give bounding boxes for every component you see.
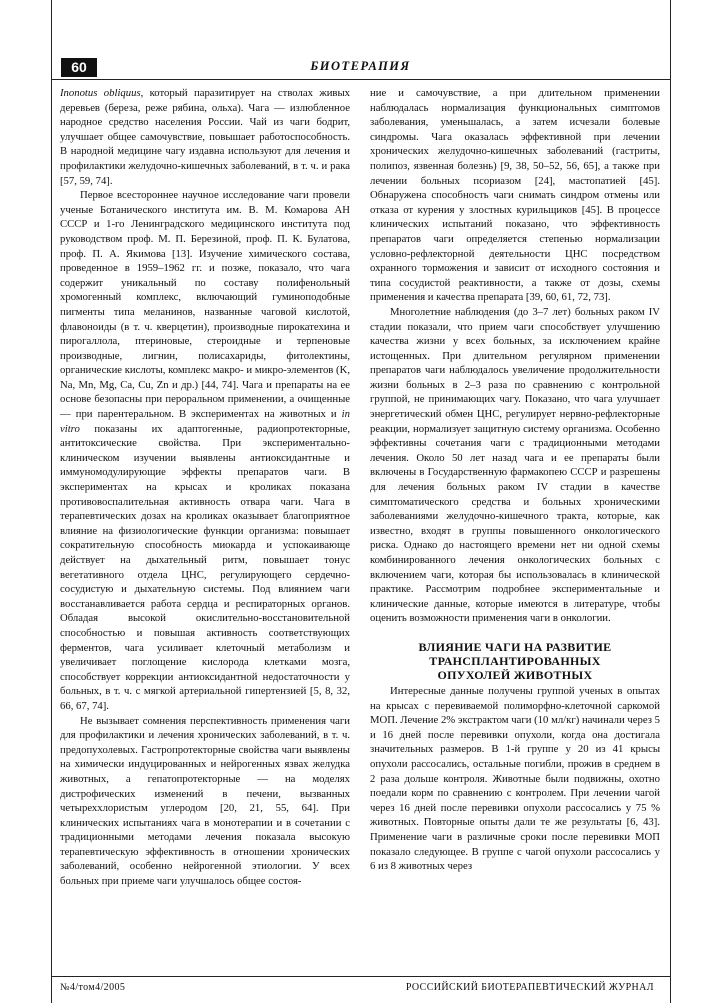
- page-number: 60: [61, 58, 97, 77]
- journal-section-title: БИОТЕРАПИЯ: [310, 59, 411, 73]
- paragraph: Интересные данные получены группой ученых в опытах на крысах с перевиваемой полиморфно-клеточной саркомой МОП. Лечение 2% экстрактом чаги (10 мл/кг) начинали через 5 и 16 дней после перевивки опухоли, когда она достигала значительных размеров. В 1-й группе у 20 из 41 крысы опухоли рассосались, остальные погибли, прожив в среднем в 2 раза дольше контроля. Животные были подвижны, охотно поедали корм по сравнению с контролем. При лечении чагой через 16 дней после перевивки опухоли рассосались у 75 % животных. Повторные опыты дали те же результаты [6, 43]. Применение чаги в различные сроки после перевивки МОП показало следующее. В группе с чагой опухоли рассосались у 6 из 8 животных через: [370, 684, 660, 873]
- paragraph: Первое всестороннее научное исследование чаги провели ученые Ботанического института им. В. М. Комарова АН СССР и 1-го Ленинградского медицинского института под руководством проф. М. П. Березиной, проф. П. К. Булатова, проф. П. А. Якимова [13]. Изучение химического состава, проведенное в 1959–1962 гг. и позже, показало, что чага содержит уникальный по составу полифенольный хромогенный комплекс, включающий гуминоподобные пигменты типа меланинов, названные чаговой кислотой, флавоноиды (в т. ч. кверцетин), производные пирокатехина и пирогаллола, птериновые, стероидные и терпеновые производные, лигнин, полисахариды, фитолектины, органические кислоты, комплекс макро- и микро-элементов (K, Na, Mn, Mg, Ca, Cu, Zn и др.) [44, 74]. Чага и препараты на ее основе безопасны при пероральном применении, а очищенные — при парентеральном. В экспериментах на животных и in vitro показаны их адаптогенные, радиопротекторные, антитоксические свойства. При экспериментально-клиническом изучении выявлены антиоксидантные и иммуномодулирующие эффекты препаратов чаги. В экспериментах на крысах и кроликах показана противовоспалительная активность отвара чаги. Чага в терапевтических дозах на кроликах оказывает благоприятное влияние на физиологические функции организма: повышает сократительную способность миокарда и успокаивающе действует на дыхательный ритм, повышает тонус вегетативного отдела ЦНС, регулирующего сердечно-сосудистую и дыхательную системы. Под влиянием чаги восстанавливается работа сердца и респираторных органов. Обладая высокой окислительно-восстановительной способностью и повышая активность соответствующих ферментов, чага усиливает клеточный метаболизм и увеличивает поглощение кислорода клетками мозга, способствует коррекции антиоксидантной недостаточности у больных, в т. ч. с мягкой артериальной гипертензией [5, 8, 32, 66, 67, 74].: [60, 189, 350, 712]
- paragraph-text: , который паразитирует на стволах живых деревьев (береза, реже рябина, ольха). Чага — излюбленное народное средство населения России. Чай из чаги бодрит, улучшает общее самочувствие, повышает работоспособность. В народной медицине чагу издавна используют для лечения и профилактики желудочно-кишечных заболеваний, в т. ч. и рака [57, 59, 74].: [60, 87, 350, 187]
- section-heading-line: ТРАНСПЛАНТИРОВАННЫХ: [429, 653, 601, 668]
- issue-info: №4/том4/2005: [60, 982, 126, 993]
- paragraph: [60, 86, 350, 188]
- species-name: Inonotus obliquus: [60, 87, 141, 99]
- right-column: [370, 86, 660, 874]
- right-margin-rule: [670, 0, 671, 1003]
- section-heading: [370, 640, 660, 682]
- section-heading-line: ВЛИЯНИЕ ЧАГИ НА РАЗВИТИЕ: [418, 639, 612, 654]
- paragraph: Не вызывает сомнения перспективность применения чаги для профилактики и лечения хронических заболеваний, в т. ч. предопухолевых. Гастропротекторные свойства чаги выявлены на химически индуцированных и нейрогенных язвах желудка животных, а гепатопротекторные — на моделях дистрофических изменений в печени, вызванных четыреххлористым углеродом [20, 21, 55, 64]. При клинических испытаниях чага в монотерапии и в сочетании с традиционными методами лечения показала высокую терапевтическую эффективность в отношении хронических заболеваний, особенно нейрогенной этиологии. У всех больных при приеме чаги улучшалось общее состоя-: [60, 714, 350, 888]
- journal-name: РОССИЙСКИЙ БИОТЕРАПЕВТИЧЕСКИЙ ЖУРНАЛ: [405, 982, 654, 993]
- section-heading-line: ОПУХОЛЕЙ ЖИВОТНЫХ: [437, 667, 593, 682]
- paragraph: Многолетние наблюдения (до 3–7 лет) больных раком IV стадии показали, что прием чаги способствует улучшению качества жизни у всех больных, за исключением крайне истощенных. При длительном регулярном применении препаратов чаги наблюдалось увеличение продолжительности жизни больных в 2–3 раза по сравнению с контрольной группой, не принимающих чагу. Показано, что чага улучшает энергетический обмен ЦНС, регулирует нервно-рефлекторные реакции, нормализует защитную систему организма. Особенно эффективны сочетания чаги с традиционными методами лечения. Около 50 лет назад чага и ее препараты были включены в Государственную фармакопею СССР и разрешены для лечения больных раком IV стадии в качестве симптоматического средства и больных хроническими заболеваниями желудочно-кишечного тракта, которые, как известно, входят в группы повышенного онкологического риска. Однако до настоящего времени нет ни одной схемы комбинированного лечения онкологических больных с включением чаги, которая бы использовалась в клинической практике. Рассмотрим подробнее экспериментальные и клинические данные, которые имеются в литературе, чтобы оценить возможности применения чаги в онкологии.: [370, 305, 660, 625]
- paragraph: ние и самочувствие, а при длительном применении наблюдалась нормализация функциональных симптомов заболевания, уменьшалась, а затем исчезали болевые синдромы. Чага оказалась эффективной при лечении хронических желудочно-кишечных заболеваний (гастриты, полипоз, язвенная болезнь) [9, 38, 50–52, 56, 65], а также при лечении больных псориазом [24], мастопатией [45]. Обнаружена способность чаги снимать синдром отмены или отказа от курения у злостных курильщиков [45]. В процессе клинических испытаний показано, что эффективность препаратов чаги определяется степенью нормализации условно-рефлекторной деятельности ЦНС посредством охранного торможения и зависит от исходного состояния и типа сосудистой реактивности, а также от дозы, схемы применения и качества препарата [39, 60, 61, 72, 73].: [370, 87, 660, 304]
- left-margin-rule: [51, 0, 52, 1003]
- header-rule: [51, 79, 670, 80]
- left-column: [60, 86, 350, 889]
- page-header: [51, 58, 670, 78]
- footer-rule: [51, 976, 670, 977]
- latin-term: in vitro: [60, 408, 350, 435]
